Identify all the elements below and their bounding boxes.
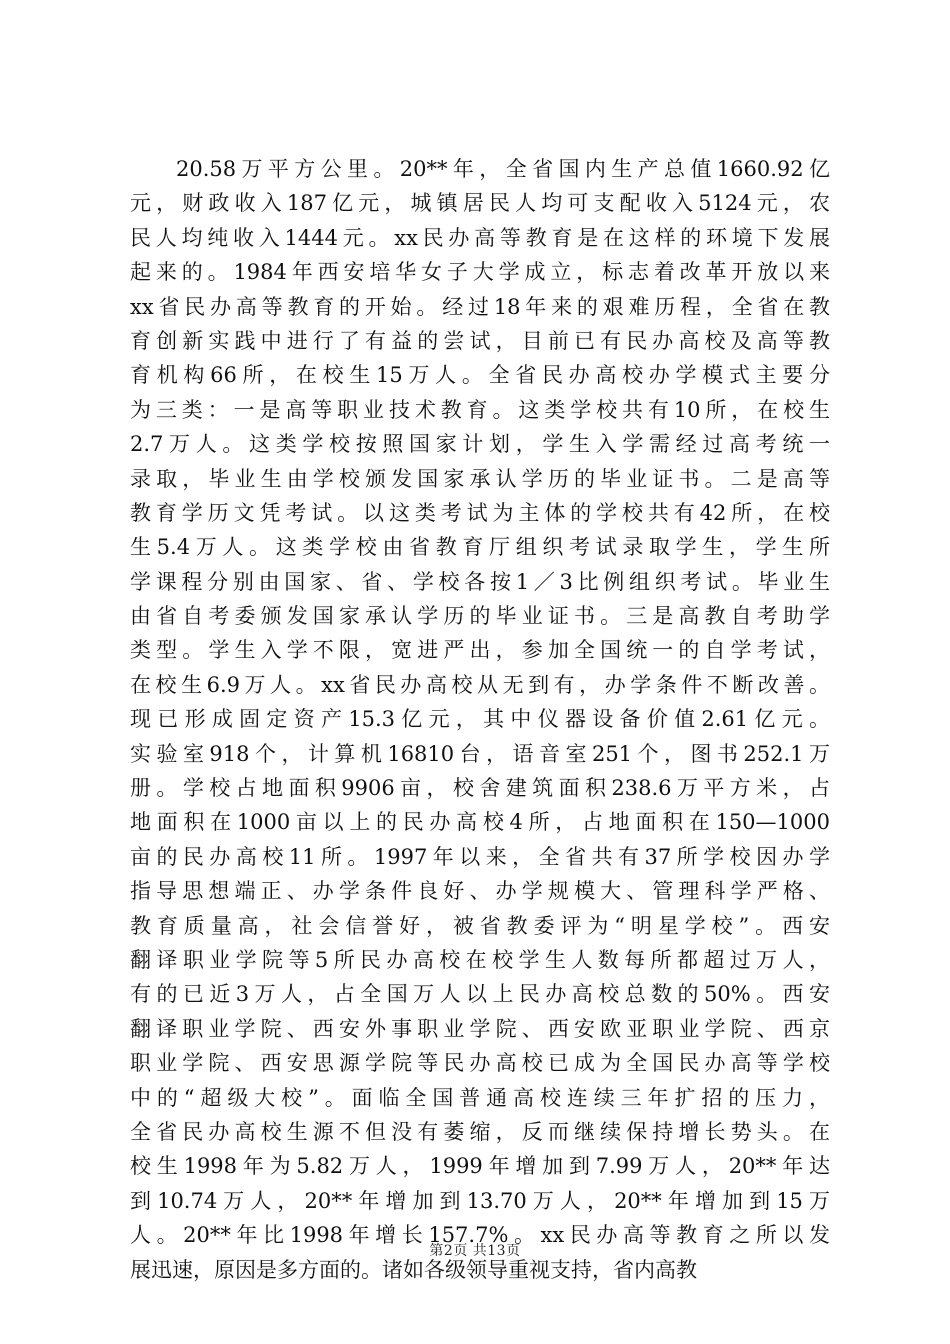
text-line: 学课程分别由国家、省、学校各按1／3比例组织考试。毕业生 bbox=[130, 569, 830, 594]
text-line: 在校生6.9万人。xx省民办高校从无到有，办学条件不断改善。 bbox=[130, 672, 830, 697]
text-line: 生5.4万人。这类学校由省教育厅组织考试录取学生，学生所 bbox=[130, 535, 830, 560]
text-line: 20.58万平方公里。20**年，全省国内生产总值1660.92亿 bbox=[176, 157, 830, 181]
text-line: 由省自考委颁发国家承认学历的毕业证书。三是高教自考助学 bbox=[130, 604, 830, 629]
text-line: 有的已近3万人，占全国万人以上民办高校总数的50%。西安 bbox=[130, 982, 830, 1007]
text-line: 实验室918个，计算机16810台，语音室251个，图书252.1万 bbox=[130, 741, 830, 766]
text-line: 翻译职业学院等5所民办高校在校学生人数每所都超过万人， bbox=[130, 947, 830, 972]
text-line: 录取，毕业生由学校颁发国家承认学历的毕业证书。二是高等 bbox=[130, 466, 830, 491]
text-line: 育创新实践中进行了有益的尝试，目前已有民办高校及高等教 bbox=[130, 328, 830, 353]
text-line: 教育质量高，社会信誉好，被省教委评为“明星学校”。西安 bbox=[130, 913, 830, 938]
text-line: 2.7万人。这类学校按照国家计划，学生入学需经过高考统一 bbox=[130, 432, 830, 457]
text-line: 职业学院、西安思源学院等民办高校已成为全国民办高等学校 bbox=[130, 1051, 830, 1076]
text-line: 育机构66所，在校生15万人。全省民办高校办学模式主要分 bbox=[130, 363, 830, 388]
text-line: 指导思想端正、办学条件良好、办学规模大、管理科学严格、 bbox=[130, 879, 830, 904]
text-line: 翻译职业学院、西安外事职业学院、西安欧亚职业学院、西京 bbox=[130, 1016, 830, 1041]
text-line: 现已形成固定资产15.3亿元，其中仪器设备价值2.61亿元。 bbox=[130, 707, 830, 732]
text-line: 册。学校占地面积9906亩，校舍建筑面积238.6万平方米，占 bbox=[130, 776, 830, 801]
text-line: 校生1998年为5.82万人，1999年增加到7.99万人，20**年达 bbox=[130, 1154, 830, 1179]
body-text bbox=[130, 152, 830, 1287]
text-line: 为三类：一是高等职业技术教育。这类学校共有10所，在校生 bbox=[130, 397, 830, 422]
text-line: 民人均纯收入1444元。xx民办高等教育是在这样的环境下发展 bbox=[130, 225, 830, 250]
text-line: 中的“超级大校”。面临全国普通高校连续三年扩招的压力， bbox=[130, 1085, 830, 1110]
text-line: 人。20**年比1998年增长157.7%。xx民办高等教育之所以发 bbox=[130, 1223, 830, 1248]
text-line: 类型。学生入学不限，宽进严出，参加全国统一的自学考试， bbox=[130, 638, 830, 663]
text-line: 起来的。1984年西安培华女子大学成立，标志着改革开放以来 bbox=[130, 260, 830, 285]
text-line: 全省民办高校生源不但没有萎缩，反而继续保持增长势头。在 bbox=[130, 1119, 830, 1144]
text-line: 展迅速，原因是多方面的。诸如各级领导重视支持，省内高教 bbox=[130, 1257, 697, 1282]
text-line: 元，财政收入187亿元，城镇居民人均可支配收入5124元，农 bbox=[130, 191, 830, 216]
page-footer: 第2页 共13页 bbox=[429, 1243, 521, 1259]
text-line: 亩的民办高校11所。1997年以来，全省共有37所学校因办学 bbox=[130, 844, 830, 869]
text-line: 地面积在1000亩以上的民办高校4所，占地面积在150—1000 bbox=[130, 810, 830, 835]
text-line: xx省民办高等教育的开始。经过18年来的艰难历程，全省在教 bbox=[130, 294, 830, 319]
text-line: 教育学历文凭考试。以这类考试为主体的学校共有42所，在校 bbox=[130, 500, 830, 525]
text-line: 到10.74万人，20**年增加到13.70万人，20**年增加到15万 bbox=[130, 1188, 830, 1213]
